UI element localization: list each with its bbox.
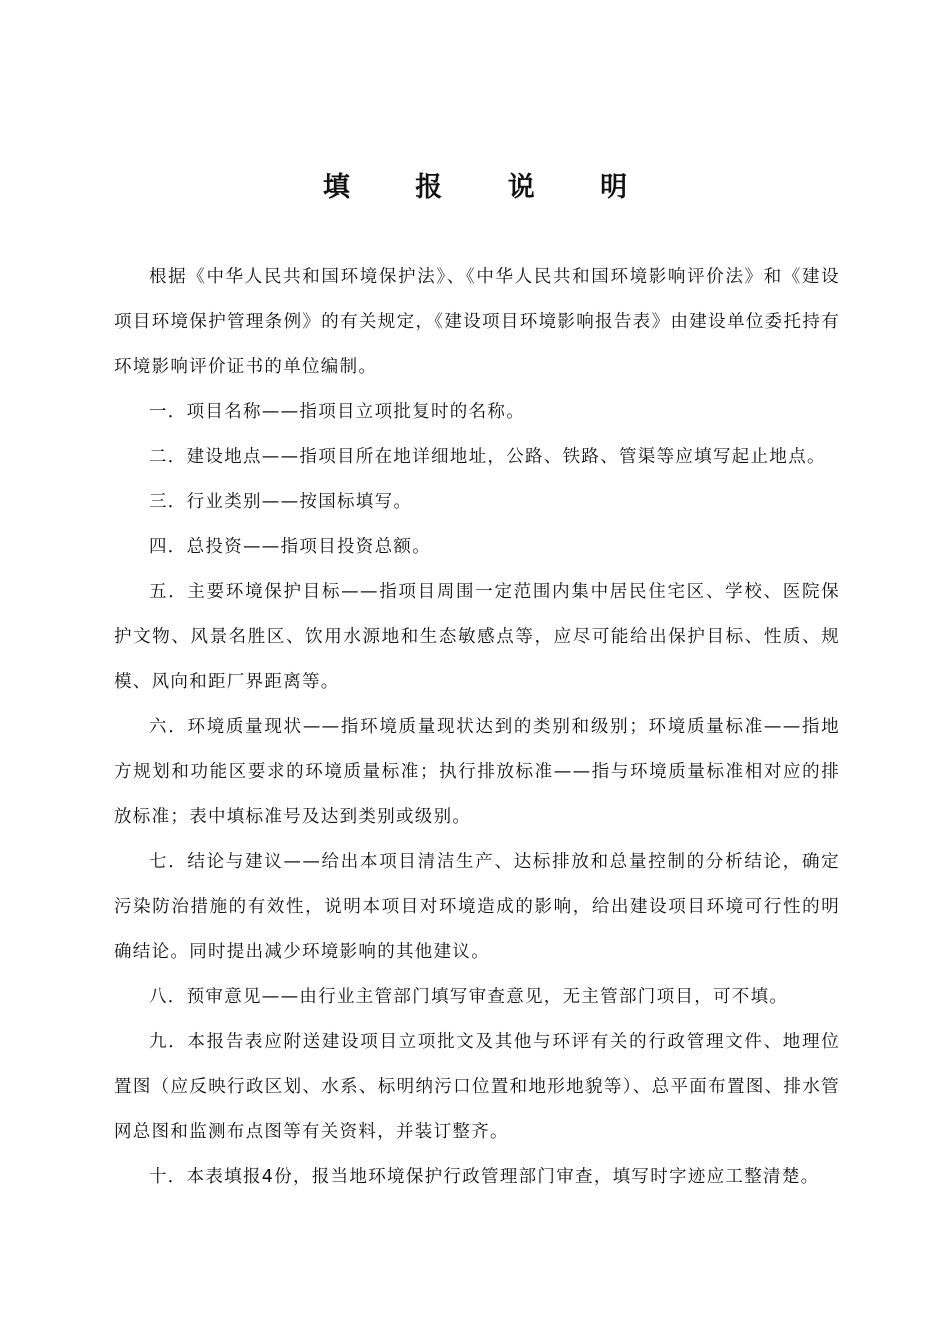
page-title: 填 报 说 明 [322, 172, 656, 203]
paragraph-intro: 根据《中华人民共和国环境保护法》、《中华人民共和国环境影响评价法》和《建设项目环境保护管理条例》的有关规定，《建设项目环境影响报告表》由建设单位委托持有环境影响评价证书的单位编制。 [114, 267, 840, 377]
paragraph-item-2: 二．建设地点——指项目所在地详细地址，公路、铁路、管渠等应填写起止地点。 [149, 447, 826, 467]
instructions-body [114, 255, 840, 1200]
paragraph-item-8: 八．预审意见——由行业主管部门填写审查意见，无主管部门项目，可不填。 [149, 987, 789, 1007]
paragraph-item-6: 六．环境质量现状——指环境质量现状达到的类别和级别；环境质量标准——指地方规划和功能区要求的环境质量标准；执行排放标准——指与环境质量标准相对应的排放标准；表中填标准号及达到类别或级别。 [114, 717, 840, 827]
paragraph-item-9: 九．本报告表应附送建设项目立项批文及其他与环评有关的行政管理文件、地理位置图（应反映行政区划、水系、标明纳污口位置和地形地貌等）、总平面布置图、排水管网总图和监测布点图等有关资料，并装订整齐。 [114, 1032, 840, 1142]
paragraph-item-4: 四．总投资——指项目投资总额。 [149, 537, 431, 557]
paragraph-item-3: 三．行业类别——按国标填写。 [149, 492, 413, 512]
paragraph-item-1: 一．项目名称——指项目立项批复时的名称。 [149, 402, 525, 422]
paragraph-item-10: 十．本表填报4份，报当地环境保护行政管理部门审查，填写时字迹应工整清楚。 [149, 1167, 820, 1187]
paragraph-item-7: 七．结论与建议——给出本项目清洁生产、达标排放和总量控制的分析结论，确定污染防治措施的有效性，说明本项目对环境造成的影响，给出建设项目环境可行性的明确结论。同时提出减少环境影响的其他建议。 [114, 852, 840, 962]
paragraph-item-5: 五．主要环境保护目标——指项目周围一定范围内集中居民住宅区、学校、医院保护文物、风景名胜区、饮用水源地和生态敏感点等，应尽可能给出保护目标、性质、规模、风向和距厂界距离等。 [114, 582, 840, 692]
